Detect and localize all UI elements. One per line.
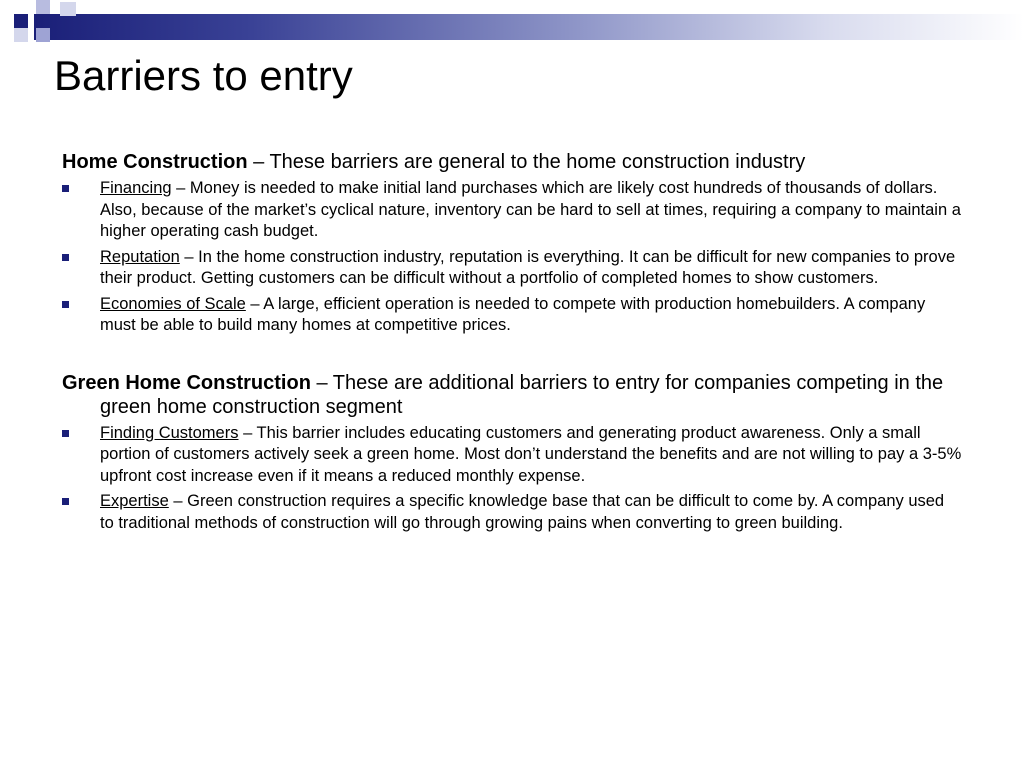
list-item <box>62 247 962 290</box>
section-home-construction <box>62 150 962 337</box>
section-spacer <box>62 341 962 371</box>
bullet-list <box>62 178 962 337</box>
list-item <box>62 491 962 534</box>
bullet-term: Financing <box>100 179 172 197</box>
bullet-text: – Money is needed to make initial land purchases which are likely cost hundreds of thousands of dollars. Also, because of the market’s cyclical nature, inventory can be hard to sell at times, requiring a company to maintain a higher operating cash budget. <box>100 179 961 240</box>
slide-content <box>62 150 962 538</box>
slide-title: Barriers to entry <box>54 52 353 99</box>
square-bullet-icon <box>62 185 69 192</box>
decorative-square <box>14 14 28 28</box>
section-heading-label: Green Home Construction <box>62 371 311 394</box>
decorative-square <box>36 0 50 14</box>
bullet-text: – A large, efficient operation is needed to compete with production homebuilders. A company must be able to build many homes at competitive prices. <box>100 294 926 334</box>
section-heading-label: Home Construction <box>62 151 248 173</box>
square-bullet-icon <box>62 430 69 437</box>
square-bullet-icon <box>62 301 69 308</box>
list-item <box>62 423 962 488</box>
list-item <box>62 178 962 243</box>
bullet-term: Expertise <box>100 492 169 510</box>
bullet-text: – This barrier includes educating customers and generating product awareness. Only a small portion of customers actively seek a green home. Most don’t understand the benefits and are not willing to pay a 3-5% upfront cost increase even if it means a reduced monthly expense. <box>100 423 962 485</box>
square-bullet-icon <box>62 254 69 261</box>
decorative-square <box>14 28 28 42</box>
section-green-home-construction <box>62 371 962 535</box>
header-gradient-band <box>34 14 1024 40</box>
section-heading-intro: – These are additional barriers to entry for companies competing in the green home construction segment <box>100 371 944 418</box>
list-item <box>62 294 962 337</box>
bullet-list <box>62 423 962 535</box>
bullet-term: Economies of Scale <box>100 294 246 313</box>
bullet-term: Reputation <box>100 247 180 266</box>
bullet-term: Finding Customers <box>100 423 239 442</box>
bullet-text: – In the home construction industry, reputation is everything. It can be difficult for new companies to prove their product. Getting customers can be difficult without a portfolio of completed homes to show customers. <box>100 247 956 287</box>
section-heading <box>62 371 962 419</box>
section-heading <box>62 150 962 174</box>
section-heading-intro: – These barriers are general to the home construction industry <box>247 151 806 173</box>
square-bullet-icon <box>62 498 69 505</box>
decorative-square <box>36 28 50 42</box>
decorative-square <box>60 2 76 16</box>
bullet-text: – Green construction requires a specific knowledge base that can be difficult to come by. A company used to traditional methods of construction will go through growing pains when converting to green building. <box>100 492 945 532</box>
